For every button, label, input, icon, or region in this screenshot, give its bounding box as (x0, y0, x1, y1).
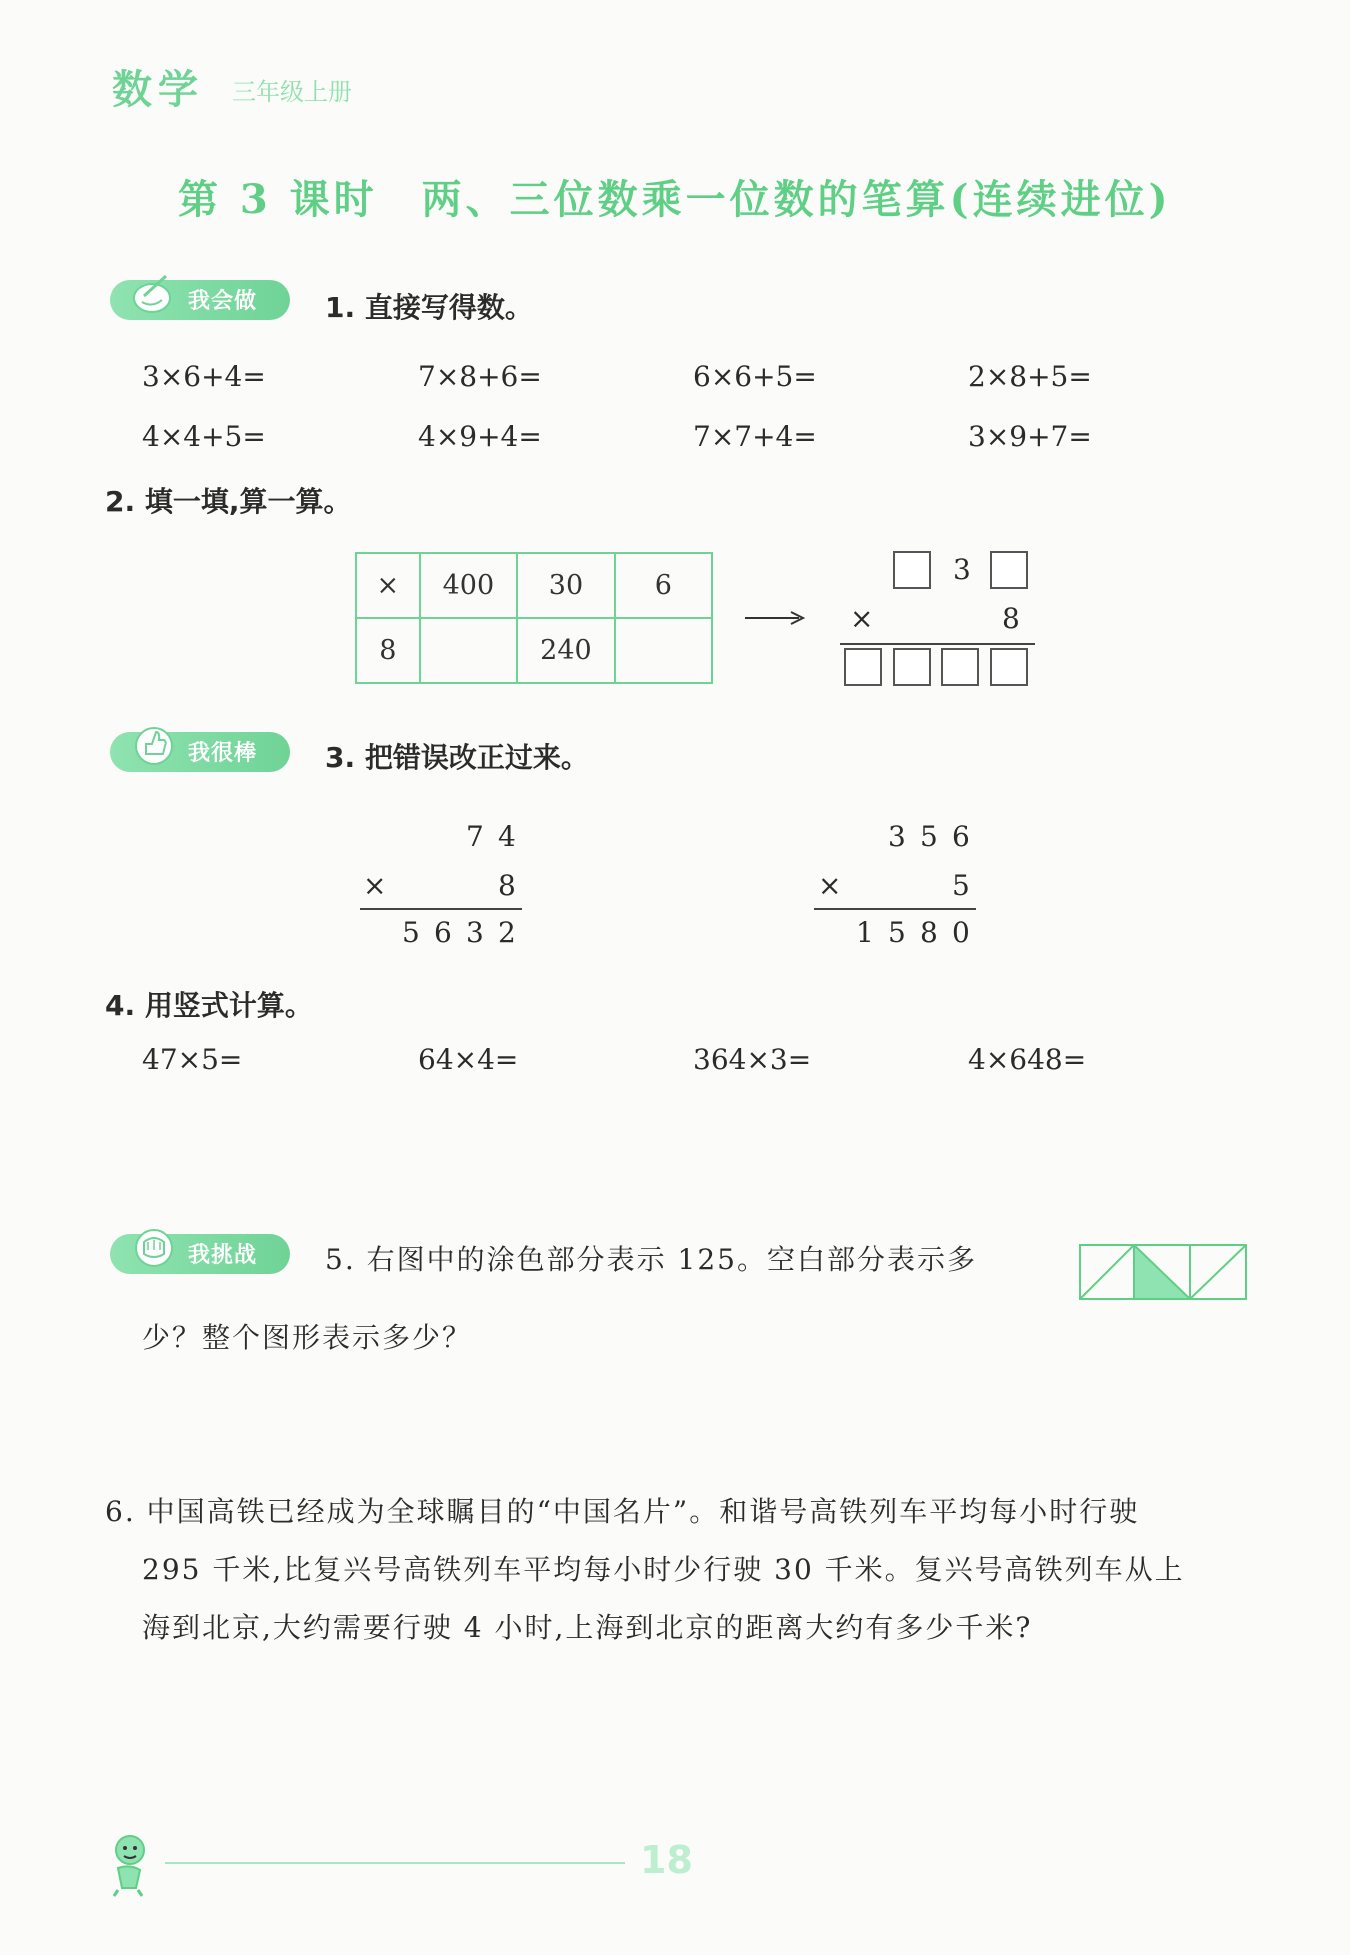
q3a-result-digit: 3 (466, 916, 484, 949)
table-cell: 8 (356, 618, 420, 683)
table-answer-cell[interactable] (420, 618, 518, 683)
multiply-sign: × (818, 869, 842, 902)
q4-item: 364×3= (693, 1043, 812, 1076)
table-cell: × (356, 553, 420, 618)
page-number: 18 (640, 1838, 693, 1882)
q3b-result-digit: 0 (952, 916, 970, 949)
badge-i-can-do (110, 268, 290, 320)
lesson-title: 第 3 课时 两、三位数乘一位数的笔算(连续进位) (178, 176, 1172, 223)
fist-icon (130, 1222, 178, 1270)
q4-title: 4. 用竖式计算。 (105, 989, 313, 1022)
badge-label: 我会做 (188, 289, 258, 314)
blank-box[interactable] (990, 551, 1028, 589)
q4-item: 64×4= (418, 1043, 519, 1076)
sum-line (360, 908, 522, 910)
q1-title: 1. 直接写得数。 (325, 291, 533, 324)
table-cell: 30 (517, 553, 615, 618)
q3a-result-digit: 6 (434, 916, 452, 949)
q3b-result-digit: 1 (856, 916, 874, 949)
q3b-digit: 3 (888, 820, 906, 853)
q3a-result-digit: 2 (498, 916, 516, 949)
blank-box[interactable] (844, 648, 882, 686)
shaded-rectangle-figure (1078, 1243, 1250, 1301)
arrow-right-icon (745, 608, 807, 628)
q1-item: 7×7+4= (693, 420, 817, 453)
grade-label: 三年级上册 (232, 78, 352, 106)
q3-title: 3. 把错误改正过来。 (325, 741, 589, 774)
multiplication-table (355, 552, 713, 684)
badge-challenge (110, 1222, 290, 1274)
q1-item: 2×8+5= (968, 360, 1092, 393)
badge-great (110, 720, 290, 772)
q3b-digit: 5 (952, 869, 970, 902)
badge-label: 我挑战 (188, 1243, 258, 1268)
badge-label: 我很棒 (188, 741, 258, 766)
footer-line (165, 1862, 625, 1864)
q3b-result-digit: 5 (888, 916, 906, 949)
sum-line (840, 643, 1035, 645)
q1-item: 4×4+5= (142, 420, 266, 453)
q2-title: 2. 填一填,算一算。 (105, 485, 352, 518)
multiply-sign: × (363, 869, 387, 902)
sum-line (814, 908, 976, 910)
q5-text-line1: 5. 右图中的涂色部分表示 125。空白部分表示多 (325, 1243, 977, 1276)
thumbs-up-icon (130, 720, 178, 768)
table-answer-cell[interactable] (615, 618, 712, 683)
multiply-sign: × (850, 602, 874, 635)
table-cell: 6 (615, 553, 712, 618)
q6-text-line1: 6. 中国高铁已经成为全球瞩目的“中国名片”。和谐号高铁列车平均每小时行驶 (105, 1495, 1140, 1528)
q5-text-line2: 少？整个图形表示多少？ (142, 1321, 473, 1354)
q1-item: 4×9+4= (418, 420, 542, 453)
q6-text-line3: 海到北京,大约需要行驶 4 小时,上海到北京的距离大约有多少千米? (142, 1611, 1033, 1644)
blank-box[interactable] (893, 648, 931, 686)
pencil-hand-icon (130, 268, 178, 316)
blank-box[interactable] (893, 551, 931, 589)
q3b-digit: 5 (920, 820, 938, 853)
mascot-icon (104, 1828, 164, 1898)
vertical-digit: 3 (953, 553, 971, 586)
subject-title: 数学 (112, 67, 204, 113)
q3a-digit: 4 (498, 820, 516, 853)
q6-text-line2: 295 千米,比复兴号高铁列车平均每小时少行驶 30 千米。复兴号高铁列车从上 (142, 1553, 1185, 1586)
q3a-result-digit: 5 (402, 916, 420, 949)
blank-box[interactable] (990, 648, 1028, 686)
q1-item: 7×8+6= (418, 360, 542, 393)
q1-item: 6×6+5= (693, 360, 817, 393)
q3a-digit: 8 (498, 869, 516, 902)
table-cell: 240 (517, 618, 615, 683)
blank-box[interactable] (941, 648, 979, 686)
q3b-digit: 6 (952, 820, 970, 853)
q1-item: 3×6+4= (142, 360, 266, 393)
q4-item: 4×648= (968, 1043, 1087, 1076)
table-cell: 400 (420, 553, 518, 618)
vertical-digit: 8 (1002, 602, 1020, 635)
q3a-digit: 7 (466, 820, 484, 853)
q3b-result-digit: 8 (920, 916, 938, 949)
q1-item: 3×9+7= (968, 420, 1092, 453)
q4-item: 47×5= (142, 1043, 243, 1076)
